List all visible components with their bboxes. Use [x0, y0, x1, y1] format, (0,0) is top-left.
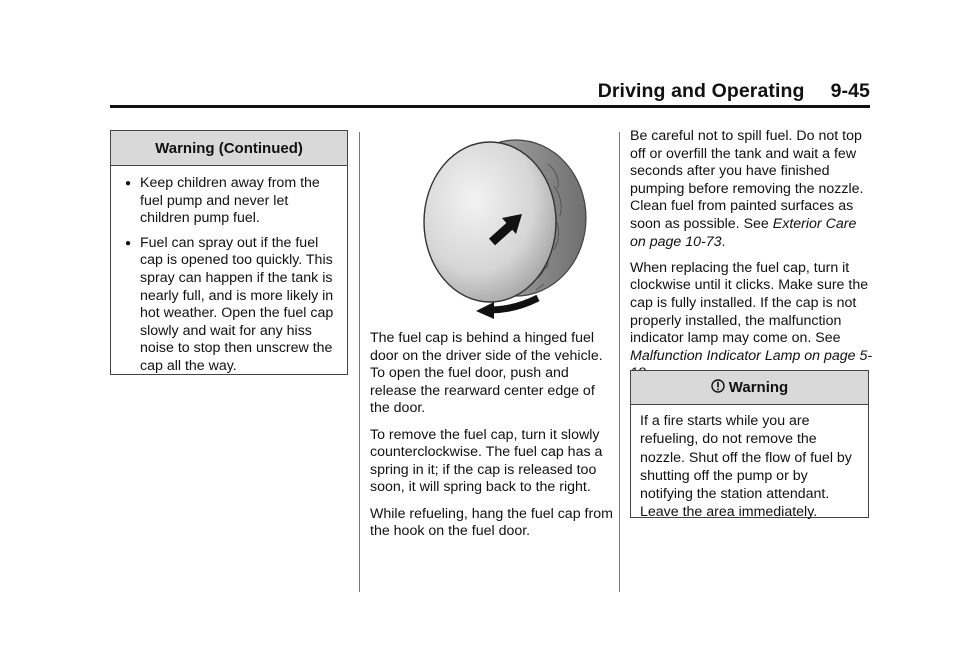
bullet-icon: ●: [125, 237, 132, 249]
paragraph: The fuel cap is behind a hinged fuel door on the driver side of the vehicle. To open the fuel door, push and release the rearward center edge of the door.: [370, 330, 603, 417]
warning-text: If a fire starts while you are refueling, do not remove the nozzle. Shut off the flow of fuel by shutting off the pump or by notifying the station attendant. Leave the area immediately.: [640, 413, 852, 521]
paragraph: While refueling, hang the fuel cap from the hook on the fuel door.: [370, 505, 613, 540]
paragraph: Be careful not to spill fuel. Do not top off or overfill the tank and wait a few seconds after you have finished pumping before removing the nozzle. Clean fuel from painted surfaces as soon as possible. See Exterior Care on page 10-73.: [630, 128, 864, 250]
right-column-text: [630, 128, 874, 392]
bullet-icon: ●: [125, 178, 132, 189]
page-number: 9-45: [830, 80, 870, 102]
list-item: ● Fuel can spray out if the fuel cap is opened too quickly. This spray can happen if the tank is nearly full, and is more likely in hot weather. Open the fuel cap slowly and wait for any hiss noise to stop then unscrew the cap all the way.: [125, 234, 334, 374]
warning-continued-box: [110, 130, 348, 375]
list-item: ● Keep children away from the fuel pump and never let children pump fuel.: [125, 175, 320, 227]
section-title: Driving and Operating: [597, 80, 805, 102]
warning-circle-icon: [711, 372, 725, 405]
column-divider-left: [359, 132, 360, 592]
page-reference: Exterior Care on page 10-73: [630, 215, 857, 250]
warning-box: [630, 370, 869, 521]
middle-column-text: [370, 330, 614, 549]
page-reference: Malfunction Indicator Lamp on page 5-: [630, 347, 873, 364]
warning-continued-title: Warning (Continued): [111, 131, 347, 166]
header-rule: [110, 105, 870, 108]
page-header: [560, 80, 870, 103]
fuel-cap-illustration: [398, 134, 598, 320]
paragraph: When replacing the fuel cap, turn it clockwise until it clicks. Make sure the cap is fully installed. If the cap is not properly installed, the malfunction indicator lamp may come on. See Malfunction Indicator Lamp on page 5-: [630, 260, 874, 383]
warning-continued-list: [111, 166, 347, 376]
column-divider-right: [619, 132, 620, 592]
paragraph: To remove the fuel cap, turn it slowly counterclockwise. The fuel cap has a spring in it; if the cap is released too soon, it will spring back to the right.: [370, 426, 603, 496]
warning-title: Warning: [728, 379, 789, 396]
warning-header: [631, 371, 868, 405]
